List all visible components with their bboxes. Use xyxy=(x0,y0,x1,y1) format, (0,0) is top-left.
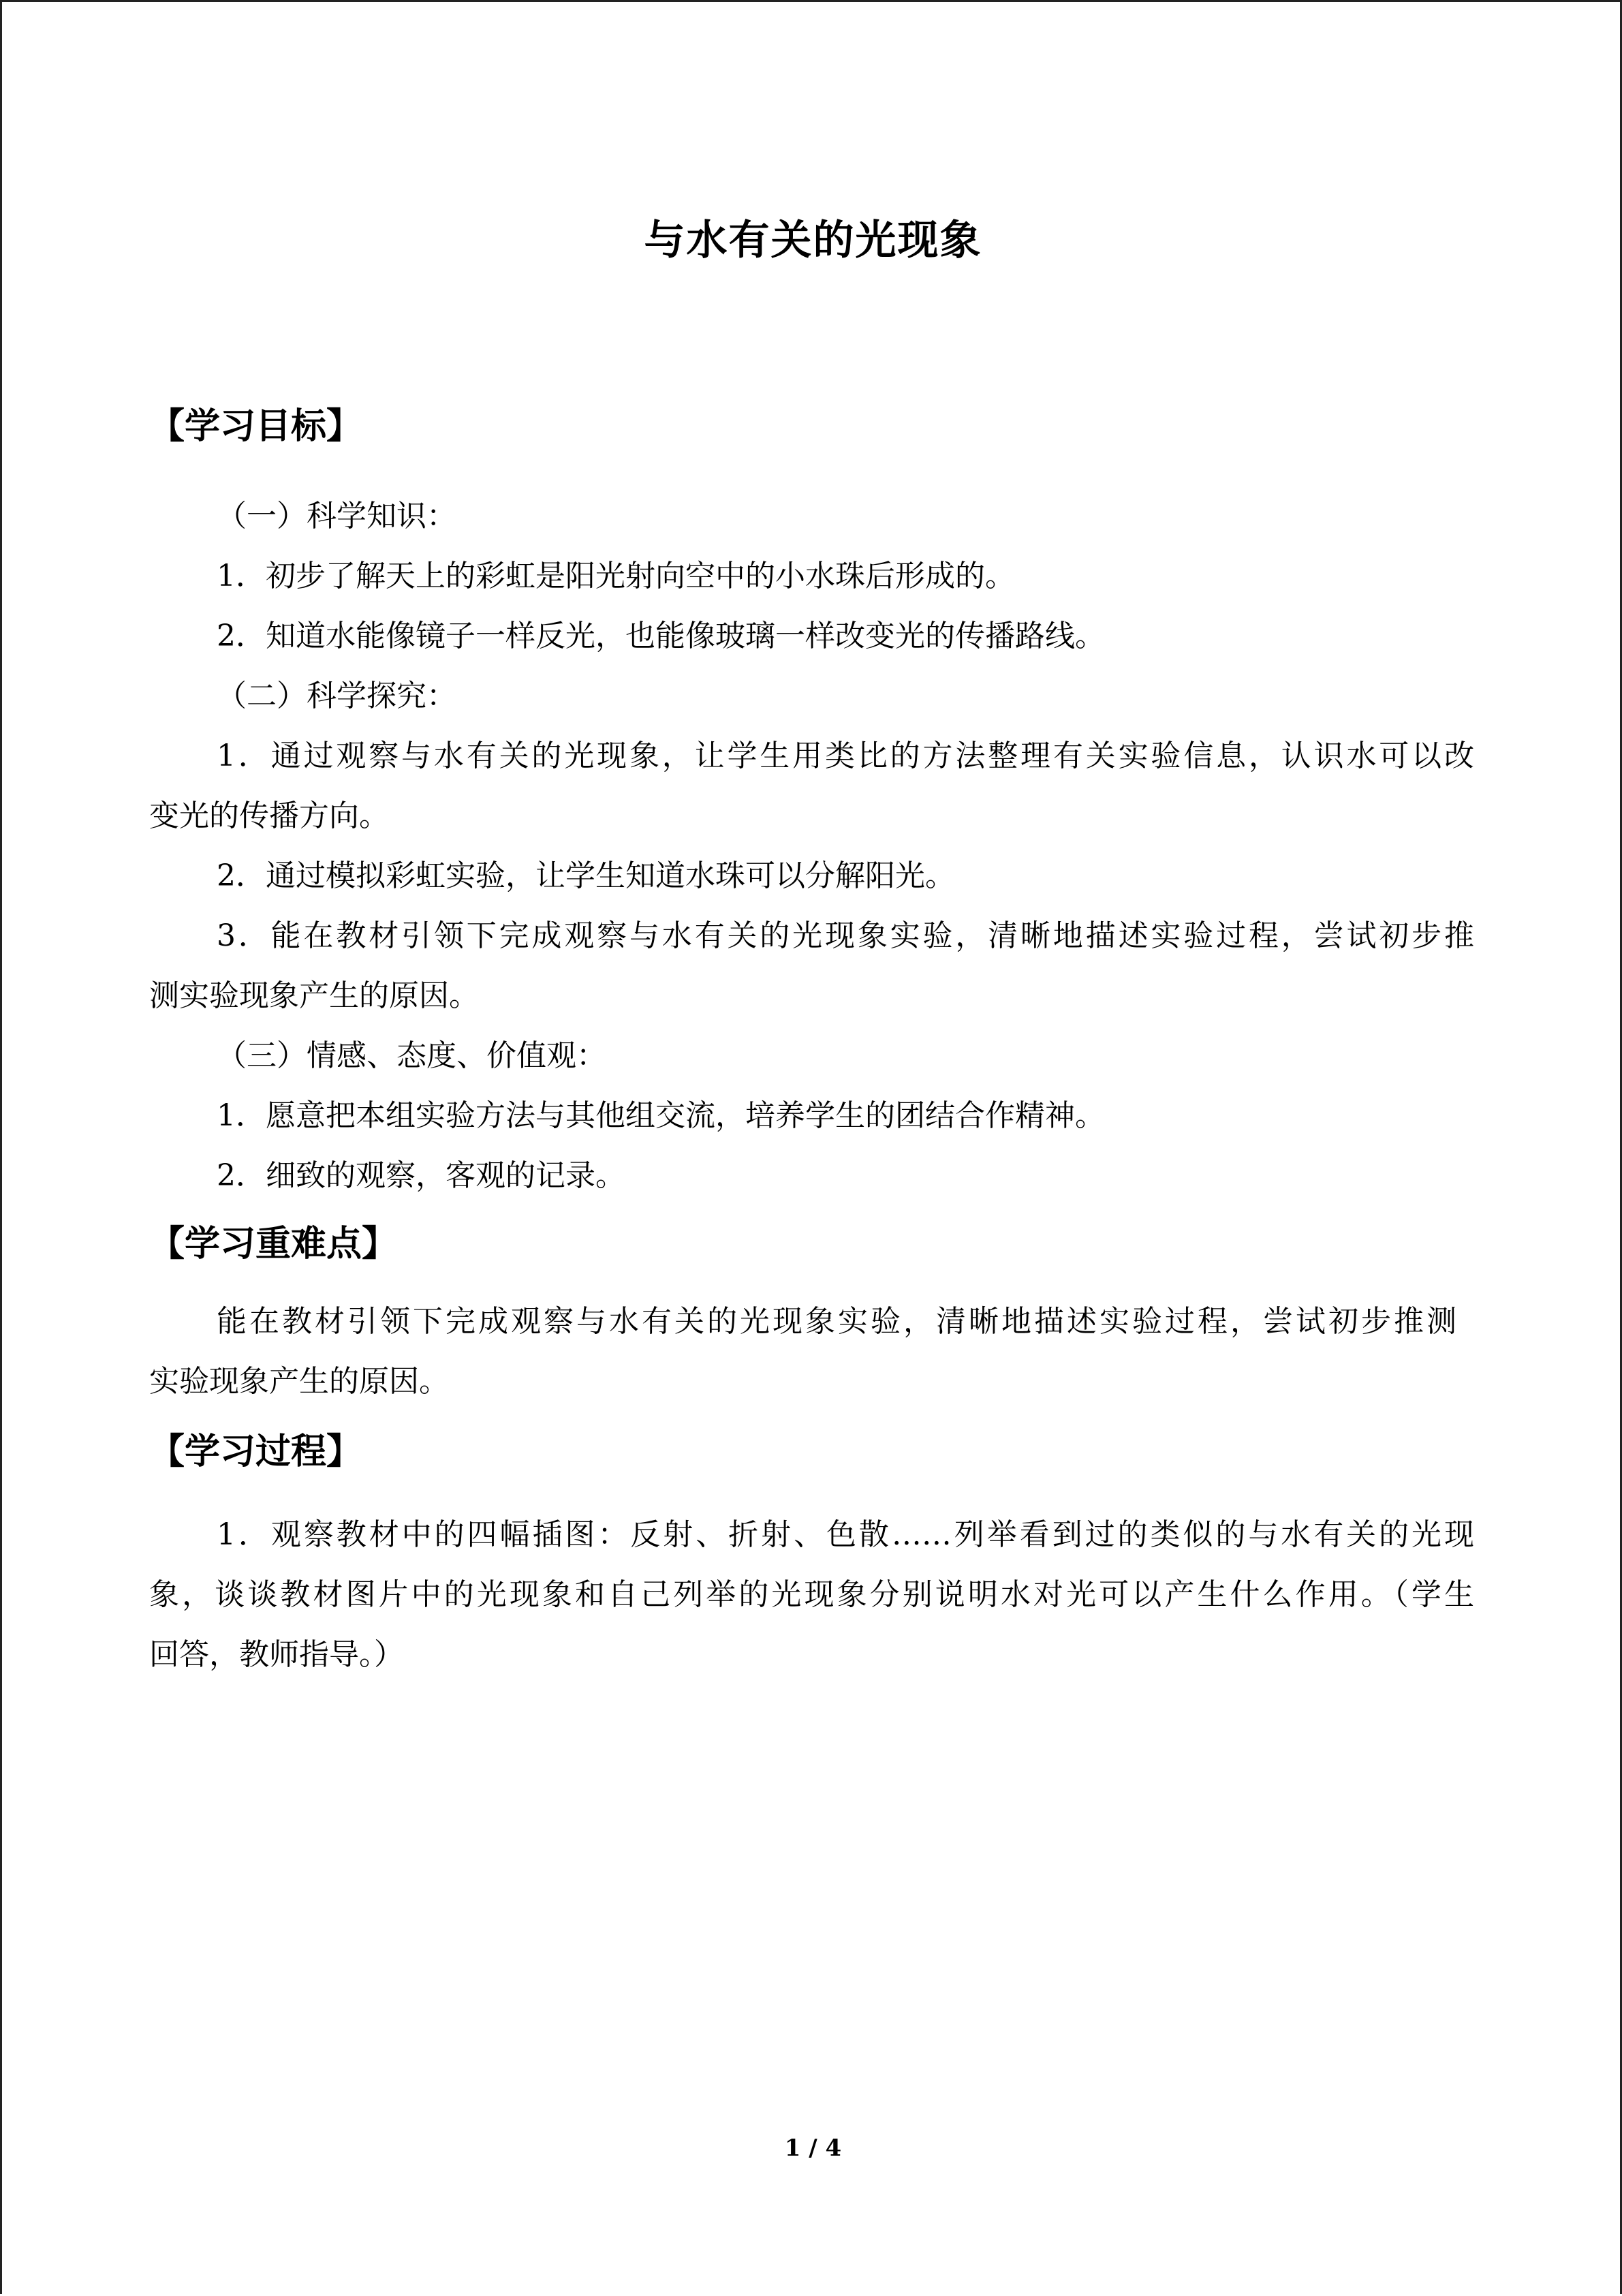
section-heading-objectives: 【学习目标】 xyxy=(149,406,362,447)
list-item: 1．初步了解天上的彩虹是阳光射向空中的小水珠后形成的。 xyxy=(217,559,1015,593)
paragraph-line: 象，谈谈教材图片中的光现象和自己列举的光现象分别说明水对光可以产生什么作用。（学生 xyxy=(149,1577,1474,1612)
subheading-knowledge: （一）科学知识： xyxy=(217,499,456,533)
document-page xyxy=(2,2,1622,2296)
section-heading-process: 【学习过程】 xyxy=(149,1431,362,1472)
paragraph-line: 1．观察教材中的四幅插图：反射、折射、色散……列举看到过的类似的与水有关的光现 xyxy=(217,1517,1474,1552)
list-item: 1．愿意把本组实验方法与其他组交流，培养学生的团结合作精神。 xyxy=(217,1098,1105,1133)
list-item: 3．能在教材引领下完成观察与水有关的光现象实验，清晰地描述实验过程，尝试初步推 xyxy=(217,918,1474,953)
page-number: 1 / 4 xyxy=(784,2135,842,2162)
paragraph-line: 能在教材引领下完成观察与水有关的光现象实验，清晰地描述实验过程，尝试初步推测 xyxy=(217,1304,1456,1339)
list-item: 2．细致的观察，客观的记录。 xyxy=(217,1158,625,1193)
paragraph-line: 回答，教师指导。） xyxy=(149,1637,404,1672)
list-item: 2．通过模拟彩虹实验，让学生知道水珠可以分解阳光。 xyxy=(217,858,955,893)
subheading-attitude: （三）情感、态度、价值观： xyxy=(217,1038,606,1073)
section-heading-key-points: 【学习重难点】 xyxy=(149,1224,398,1265)
list-item: 2．知道水能像镜子一样反光，也能像玻璃一样改变光的传播路线。 xyxy=(217,619,1105,653)
list-item-continuation: 变光的传播方向。 xyxy=(149,798,389,833)
list-item: 1．通过观察与水有关的光现象，让学生用类比的方法整理有关实验信息，认识水可以改 xyxy=(217,739,1474,773)
subheading-inquiry: （二）科学探究： xyxy=(217,679,456,713)
list-item-continuation: 测实验现象产生的原因。 xyxy=(149,978,479,1013)
paragraph-line: 实验现象产生的原因。 xyxy=(149,1364,449,1399)
document-title: 与水有关的光现象 xyxy=(644,217,982,264)
